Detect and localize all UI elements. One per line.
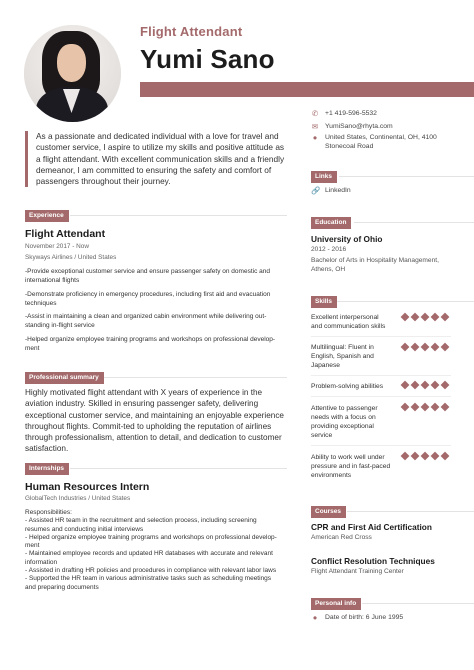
skill-rating (401, 313, 449, 321)
personal-info-section-tag: Personal info (311, 598, 361, 610)
education-dates: 2012 - 2016 (311, 246, 347, 253)
internship-details (25, 509, 287, 592)
skill-separator (311, 375, 451, 376)
experience-bullet: -Demonstrate proficiency in emergency procedures, including first aid and evacuation techniques (25, 291, 271, 307)
job-title: Flight Attendant (140, 24, 243, 39)
course-title: CPR and First Aid Certification (311, 522, 432, 532)
internship-line: - Assisted HR team in the recruitment and selection process, including screening (25, 517, 257, 525)
linkedin-label: LinkedIn (325, 187, 351, 194)
skill-separator (311, 396, 451, 397)
internship-role: Human Resources Intern (25, 481, 150, 493)
education-degree: Bachelor of Arts in Hospitality Management, Athens, OH (311, 257, 439, 273)
internship-line: - Supported the HR team in various administrative tasks such as scheduling meetings (25, 575, 272, 583)
email-text: YumiSano@rhyta.com (325, 123, 393, 130)
date-of-birth (311, 614, 403, 623)
experience-bullet: -Provide exceptional customer service and ensure passenger safety on domestic and international flights (25, 268, 270, 284)
internship-line: and preparing documents (25, 583, 99, 591)
phone-text: +1 419-596-5532 (325, 110, 377, 117)
course-title: Conflict Resolution Techniques (311, 556, 435, 566)
skill-separator (311, 336, 451, 337)
education-school: University of Ohio (311, 234, 383, 244)
experience-section-tag: Experience (25, 210, 69, 222)
professional-summary-text: Highly motivated flight attendant with X years of experience in the aviation industry. Skilled in ensuring passenger safety, delivering exceptional customer service, and maintaining an enjoyable experience throughout flights. Commit-ted to upholding the reputation of airlines through professionalism, attention to detail, and dedication to customer satisfaction. (25, 388, 284, 454)
mail-icon: ✉ (311, 122, 319, 131)
internship-line: - Maintained employee records and updated HR databases with accurate and relevant (25, 550, 273, 558)
contact-email[interactable] (311, 123, 393, 132)
internship-line: - Helped organize employee training programs and workshops on professional develop- (25, 533, 277, 541)
courses-section-tag: Courses (311, 506, 346, 518)
internship-line: resumes and conducting initial interviews (25, 525, 144, 533)
location-pin-icon: ● (312, 133, 318, 142)
skill-name: Excellent interpersonal and communication skills (311, 314, 386, 330)
link-icon: 🔗 (311, 186, 321, 195)
course-org: Flight Attendant Training Center (311, 568, 404, 575)
dob-text: Date of birth: 6 June 1995 (325, 614, 404, 621)
experience-bullet: -Assist in maintaining a clean and organized cabin environment while delivering out-standing in-flight service (25, 313, 267, 329)
links-section-tag: Links (311, 171, 337, 183)
skills-divider (337, 301, 474, 302)
education-divider (354, 222, 474, 223)
personal-info-divider (362, 603, 474, 604)
internships-divider (70, 468, 287, 469)
internship-company: GlobalTech Industries / United States (25, 495, 131, 502)
header-accent-bar (140, 82, 474, 97)
internship-line: ment (25, 542, 40, 550)
skill-name: Attentive to passenger needs with a focus on providing exceptional service (311, 405, 378, 439)
experience-company: Skyways Airlines / United States (25, 254, 117, 261)
experience-dates: November 2017 - Now (25, 243, 89, 250)
calendar-icon: ● (312, 613, 318, 622)
professional-summary-tag: Professional summary (25, 372, 104, 384)
contact-address (311, 134, 461, 151)
professional-summary-divider (104, 377, 287, 378)
courses-divider (347, 511, 474, 512)
skill-name: Multilingual: Fluent in English, Spanish and Japanese (311, 344, 374, 369)
skill-rating (401, 343, 449, 351)
link-linkedin[interactable] (311, 187, 351, 196)
internships-section-tag: Internships (25, 463, 69, 475)
profile-photo (24, 25, 121, 122)
experience-divider (70, 215, 287, 216)
skill-rating (401, 403, 449, 411)
internship-line: information (25, 558, 58, 566)
skill-rating (401, 452, 449, 460)
experience-bullet: -Helped organize employee training programs and workshops on professional develop-ment (25, 336, 276, 352)
skills-section-tag: Skills (311, 296, 337, 308)
phone-icon: ✆ (311, 109, 319, 118)
internship-line: - Assisted in drafting HR policies and procedures in compliance with relevant labor laws (25, 567, 277, 575)
internship-line: Responsibilities: (25, 509, 72, 516)
address-text: United States, Continental, OH, 4100 Stonecoal Road (325, 134, 437, 150)
experience-role: Flight Attendant (25, 228, 106, 240)
contact-phone[interactable] (311, 110, 377, 119)
skill-name: Ability to work well under pressure and in fast-paced environments (311, 454, 391, 479)
skill-separator (311, 445, 451, 446)
candidate-name: Yumi Sano (140, 44, 275, 74)
education-section-tag: Education (311, 217, 351, 229)
skill-rating (401, 381, 449, 389)
course-org: American Red Cross (311, 534, 372, 541)
links-divider (339, 176, 474, 177)
skill-name: Problem-solving abilities (311, 383, 384, 390)
intro-summary: As a passionate and dedicated individual with a love for travel and customer service, I aspire to utilize my skills and positive attitude as a flight attendant. With excellent communication skills and a friendly demeanor, I am committed to ensuring the safety and comfort of passengers throughout their journey. (25, 131, 287, 187)
